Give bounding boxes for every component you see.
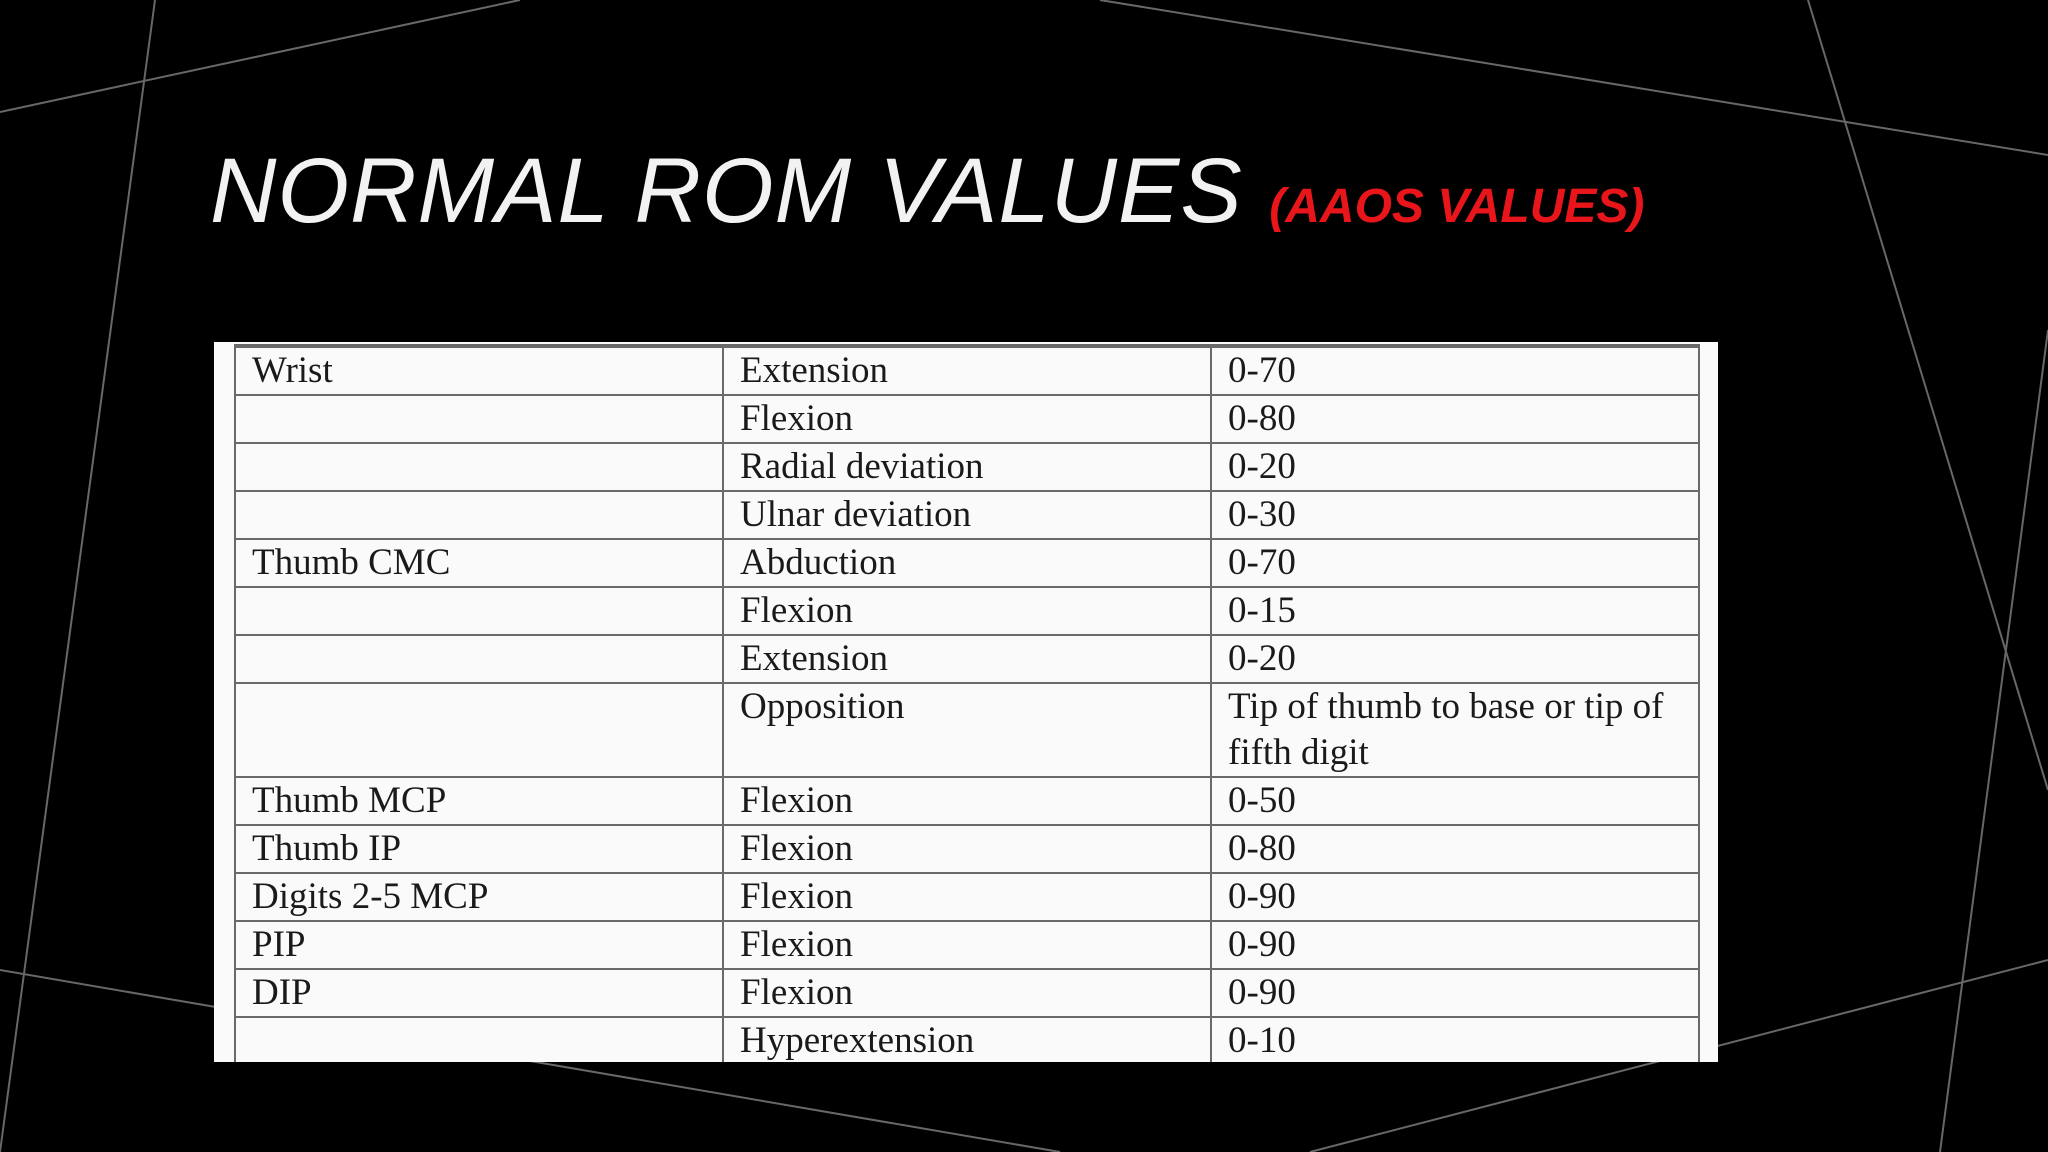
table-row	[235, 873, 1699, 921]
value-cell: 0-80	[1211, 395, 1699, 443]
motion-cell: Opposition	[723, 683, 1211, 777]
motion-cell: Flexion	[723, 921, 1211, 969]
motion-cell: Extension	[723, 635, 1211, 683]
motion-cell: Hyperextension	[723, 1017, 1211, 1062]
table-row	[235, 1017, 1699, 1062]
slide-title	[210, 140, 1645, 242]
deco-line	[1100, 0, 2048, 155]
motion-cell: Flexion	[723, 587, 1211, 635]
joint-cell: Thumb MCP	[235, 777, 723, 825]
table-row	[235, 825, 1699, 873]
joint-cell: DIP	[235, 969, 723, 1017]
motion-cell: Flexion	[723, 825, 1211, 873]
deco-line	[0, 0, 155, 1152]
joint-cell: PIP	[235, 921, 723, 969]
value-cell: 0-20	[1211, 443, 1699, 491]
table-row	[235, 777, 1699, 825]
value-cell: 0-90	[1211, 921, 1699, 969]
joint-cell	[235, 395, 723, 443]
motion-cell: Extension	[723, 346, 1211, 395]
value-cell: 0-20	[1211, 635, 1699, 683]
joint-cell	[235, 587, 723, 635]
joint-cell	[235, 683, 723, 777]
value-cell: 0-50	[1211, 777, 1699, 825]
deco-line	[1940, 330, 2048, 1152]
value-cell: 0-70	[1211, 539, 1699, 587]
joint-cell: Wrist	[235, 346, 723, 395]
value-cell: 0-90	[1211, 969, 1699, 1017]
table-row	[235, 539, 1699, 587]
rom-table-body	[235, 346, 1699, 1062]
joint-cell: Digits 2-5 MCP	[235, 873, 723, 921]
motion-cell: Abduction	[723, 539, 1211, 587]
value-cell: 0-70	[1211, 346, 1699, 395]
motion-cell: Radial deviation	[723, 443, 1211, 491]
table-row	[235, 395, 1699, 443]
table-row	[235, 683, 1699, 777]
slide-subtitle: (AAOS VALUES)	[1269, 180, 1645, 233]
table-row	[235, 587, 1699, 635]
value-cell: 0-30	[1211, 491, 1699, 539]
joint-cell	[235, 1017, 723, 1062]
motion-cell: Flexion	[723, 777, 1211, 825]
rom-values-table	[234, 344, 1700, 1062]
slide-title-text: NORMAL ROM VALUES	[210, 140, 1243, 242]
deco-line	[0, 0, 520, 112]
table-row	[235, 969, 1699, 1017]
motion-cell: Flexion	[723, 873, 1211, 921]
value-cell: 0-80	[1211, 825, 1699, 873]
value-cell: 0-15	[1211, 587, 1699, 635]
deco-line	[1808, 0, 2048, 790]
table-row	[235, 921, 1699, 969]
motion-cell: Ulnar deviation	[723, 491, 1211, 539]
value-cell: 0-90	[1211, 873, 1699, 921]
joint-cell	[235, 635, 723, 683]
table-row	[235, 491, 1699, 539]
table-row	[235, 346, 1699, 395]
joint-cell	[235, 443, 723, 491]
motion-cell: Flexion	[723, 969, 1211, 1017]
table-row	[235, 635, 1699, 683]
motion-cell: Flexion	[723, 395, 1211, 443]
table-row	[235, 443, 1699, 491]
joint-cell: Thumb IP	[235, 825, 723, 873]
value-cell: 0-10	[1211, 1017, 1699, 1062]
rom-table-image	[214, 342, 1718, 1062]
joint-cell	[235, 491, 723, 539]
value-cell: Tip of thumb to base or tip of fifth digit	[1211, 683, 1699, 777]
joint-cell: Thumb CMC	[235, 539, 723, 587]
